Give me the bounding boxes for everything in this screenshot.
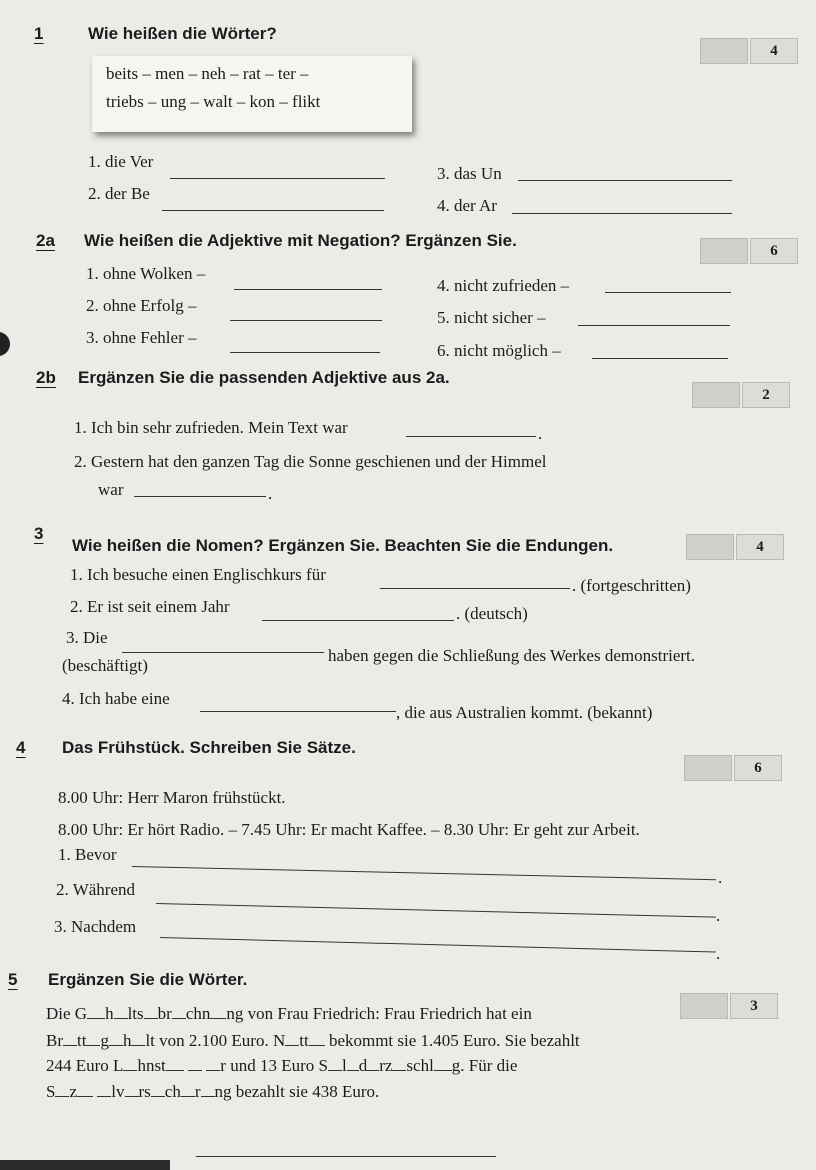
exercise-3-score-box [686, 534, 784, 560]
answer-line[interactable] [605, 292, 731, 293]
answer-line[interactable] [262, 620, 454, 621]
answer-line[interactable] [406, 436, 536, 437]
score-field[interactable] [684, 755, 732, 781]
exercise-2a-item-6: 6. nicht möglich – [437, 341, 561, 360]
text-fragment: g. Für die [451, 1056, 518, 1075]
letter-gap[interactable] [125, 1082, 139, 1097]
answer-line[interactable] [230, 352, 380, 353]
exercise-3-item-4-hint: , die aus Australien kommt. (bekannt) [396, 703, 653, 722]
answer-line[interactable] [134, 496, 266, 497]
footer-bar [0, 1160, 170, 1170]
exercise-4-points: 6 [734, 755, 782, 781]
binder-hole [0, 332, 10, 356]
exercise-3-item-3-hint: (beschäftigt) [62, 656, 148, 675]
answer-line[interactable] [512, 213, 732, 214]
text-fragment: tt [77, 1031, 87, 1050]
exercise-1-number: 1 [34, 24, 44, 43]
exercise-2a-number: 2a [36, 231, 55, 250]
exercise-4-info-1: 8.00 Uhr: Herr Maron frühstückt. [58, 788, 286, 807]
text-fragment: h [122, 1031, 132, 1050]
exercise-3-number: 3 [34, 524, 44, 543]
letter-gap[interactable] [87, 1004, 105, 1019]
exercise-3-points: 4 [736, 534, 784, 560]
text-fragment: rz [379, 1056, 393, 1075]
exercise-2a-item-1: 1. ohne Wolken – [86, 264, 206, 283]
letter-gap[interactable] [114, 1004, 128, 1019]
letter-gap[interactable] [77, 1082, 93, 1097]
letter-gap[interactable] [86, 1031, 100, 1046]
letter-gap[interactable] [181, 1082, 195, 1097]
answer-line[interactable] [234, 289, 382, 290]
exercise-4-number: 4 [16, 738, 26, 757]
exercise-1-item-1: 1. die Ver [88, 152, 154, 171]
letter-gap[interactable] [328, 1056, 342, 1071]
exercise-4-item-3: 3. Nachdem [54, 917, 137, 936]
exercise-1-title: Wie heißen die Wörter? [88, 24, 277, 43]
syllable-card [92, 56, 412, 132]
letter-gap[interactable] [285, 1031, 299, 1046]
footer-rule [196, 1156, 496, 1157]
exercise-2b-number: 2b [36, 368, 56, 387]
text-fragment: d [358, 1056, 368, 1075]
letter-gap[interactable] [109, 1031, 123, 1046]
answer-line[interactable] [132, 866, 716, 880]
letter-gap[interactable] [123, 1056, 137, 1071]
text-fragment: lv [111, 1082, 125, 1101]
text-fragment: r und 13 Euro S [220, 1056, 328, 1075]
letter-gap[interactable] [210, 1004, 226, 1019]
exercise-2b-title: Ergänzen Sie die passenden Adjektive aus 2a. [78, 368, 450, 387]
text-fragment: l [341, 1056, 347, 1075]
text-fragment: 244 Euro L [46, 1056, 124, 1075]
exercise-4-item-2: 2. Während [56, 880, 135, 899]
period: . [538, 424, 543, 443]
exercise-2b-item-1: 1. Ich bin sehr zufrieden. Mein Text war [74, 418, 348, 437]
score-field[interactable] [692, 382, 740, 408]
exercise-3-item-3: 3. Die [66, 628, 108, 647]
letter-gap[interactable] [97, 1082, 111, 1097]
answer-line[interactable] [156, 903, 716, 918]
exercise-3-item-2: 2. Er ist seit einem Jahr [70, 597, 230, 616]
period: . [268, 484, 273, 503]
exercise-1-points: 4 [750, 38, 798, 64]
letter-gap[interactable] [206, 1056, 220, 1071]
exercise-5-number: 5 [8, 970, 18, 989]
period: . [716, 906, 721, 925]
score-field[interactable] [686, 534, 734, 560]
score-field[interactable] [700, 238, 748, 264]
exercise-5-line-1 [46, 1004, 532, 1024]
letter-gap[interactable] [201, 1082, 215, 1097]
text-fragment: ng bezahlt sie 438 Euro. [214, 1082, 380, 1101]
exercise-5-line-4 [46, 1082, 379, 1102]
text-fragment: Br [46, 1031, 63, 1050]
period: . [718, 868, 723, 887]
text-fragment: br [157, 1004, 172, 1023]
exercise-4-title: Das Frühstück. Schreiben Sie Sätze. [62, 738, 356, 757]
text-fragment: Die G [46, 1004, 88, 1023]
exercise-4-item-1: 1. Bevor [58, 845, 117, 864]
letter-gap[interactable] [347, 1056, 359, 1071]
exercise-3-item-3-rest: haben gegen die Schließung des Werkes demonstriert. [328, 646, 696, 665]
letter-gap[interactable] [166, 1056, 184, 1071]
exercise-2a-item-2: 2. ohne Erfolg – [86, 296, 197, 315]
answer-line[interactable] [122, 652, 324, 653]
letter-gap[interactable] [367, 1056, 379, 1071]
text-fragment: z [69, 1082, 78, 1101]
text-fragment: g [100, 1031, 109, 1050]
text-fragment: schl [406, 1056, 434, 1075]
score-field[interactable] [680, 993, 728, 1019]
exercise-5-points: 3 [730, 993, 778, 1019]
letter-gap[interactable] [151, 1082, 165, 1097]
letter-gap[interactable] [63, 1031, 77, 1046]
text-fragment: S [46, 1082, 56, 1101]
syllables-line-2: triebs – ung – walt – kon – flikt [106, 92, 321, 111]
exercise-2a-item-3: 3. ohne Fehler – [86, 328, 197, 347]
answer-line[interactable] [592, 358, 728, 359]
text-fragment: rs [138, 1082, 151, 1101]
exercise-1-item-2: 2. der Be [88, 184, 150, 203]
text-fragment: tt [299, 1031, 309, 1050]
exercise-5-title: Ergänzen Sie die Wörter. [48, 970, 248, 989]
letter-gap[interactable] [131, 1031, 145, 1046]
text-fragment: h [105, 1004, 114, 1023]
text-fragment: bekommt sie 1.405 Euro. Sie bezahlt [324, 1031, 580, 1050]
answer-line[interactable] [518, 180, 732, 181]
exercise-2a-item-5: 5. nicht sicher – [437, 308, 546, 327]
text-fragment: ch [164, 1082, 181, 1101]
letter-gap[interactable] [392, 1056, 406, 1071]
text-fragment: r [194, 1082, 201, 1101]
exercise-3-item-4: 4. Ich habe eine [62, 689, 170, 708]
letter-gap[interactable] [55, 1082, 69, 1097]
answer-line[interactable] [160, 937, 716, 953]
letter-gap[interactable] [172, 1004, 186, 1019]
exercise-3-item-1: 1. Ich besuche einen Englischkurs für [70, 565, 326, 584]
exercise-3-item-1-hint: . (fortgeschritten) [572, 576, 691, 595]
exercise-1-item-3: 3. das Un [437, 164, 502, 183]
exercise-4-score-box [684, 755, 782, 781]
exercise-2a-score-box [700, 238, 798, 264]
answer-line[interactable] [230, 320, 382, 321]
exercise-1-score-box [700, 38, 798, 64]
exercise-5-line-3 [46, 1056, 517, 1076]
exercise-5-score-box [680, 993, 778, 1019]
exercise-2a-item-4: 4. nicht zufrieden – [437, 276, 570, 295]
exercise-3-item-2-hint: . (deutsch) [456, 604, 528, 623]
exercise-1-item-4: 4. der Ar [437, 196, 497, 215]
answer-line[interactable] [200, 711, 396, 712]
text-fragment: lts [127, 1004, 144, 1023]
exercise-2a-title: Wie heißen die Adjektive mit Negation? Ergänzen Sie. [84, 231, 517, 250]
answer-line[interactable] [170, 178, 385, 179]
letter-gap[interactable] [309, 1031, 325, 1046]
period: . [716, 944, 721, 963]
answer-line[interactable] [380, 588, 570, 589]
text-fragment: hnst [137, 1056, 166, 1075]
text-fragment: chn [185, 1004, 211, 1023]
answer-line[interactable] [578, 325, 730, 326]
exercise-2a-points: 6 [750, 238, 798, 264]
letter-gap[interactable] [434, 1056, 452, 1071]
answer-line[interactable] [162, 210, 384, 211]
syllables-line-1: beits – men – neh – rat – ter – [106, 64, 309, 83]
exercise-5-line-2 [46, 1031, 580, 1051]
score-field[interactable] [700, 38, 748, 64]
exercise-4-info-2: 8.00 Uhr: Er hört Radio. – 7.45 Uhr: Er macht Kaffee. – 8.30 Uhr: Er geht zur Arbeit. [58, 820, 640, 839]
exercise-3-title: Wie heißen die Nomen? Ergänzen Sie. Beachten Sie die Endungen. [72, 536, 614, 555]
exercise-2b-points: 2 [742, 382, 790, 408]
exercise-2b-item-2: 2. Gestern hat den ganzen Tag die Sonne geschienen und der Himmel [74, 452, 547, 471]
letter-gap[interactable] [188, 1056, 202, 1071]
exercise-2b-item-2-cont: war [98, 480, 124, 499]
text-fragment: lt von 2.100 Euro. N [145, 1031, 286, 1050]
letter-gap[interactable] [144, 1004, 158, 1019]
exercise-2b-score-box [692, 382, 790, 408]
text-fragment: ng von Frau Friedrich: Frau Friedrich hat ein [226, 1004, 532, 1023]
